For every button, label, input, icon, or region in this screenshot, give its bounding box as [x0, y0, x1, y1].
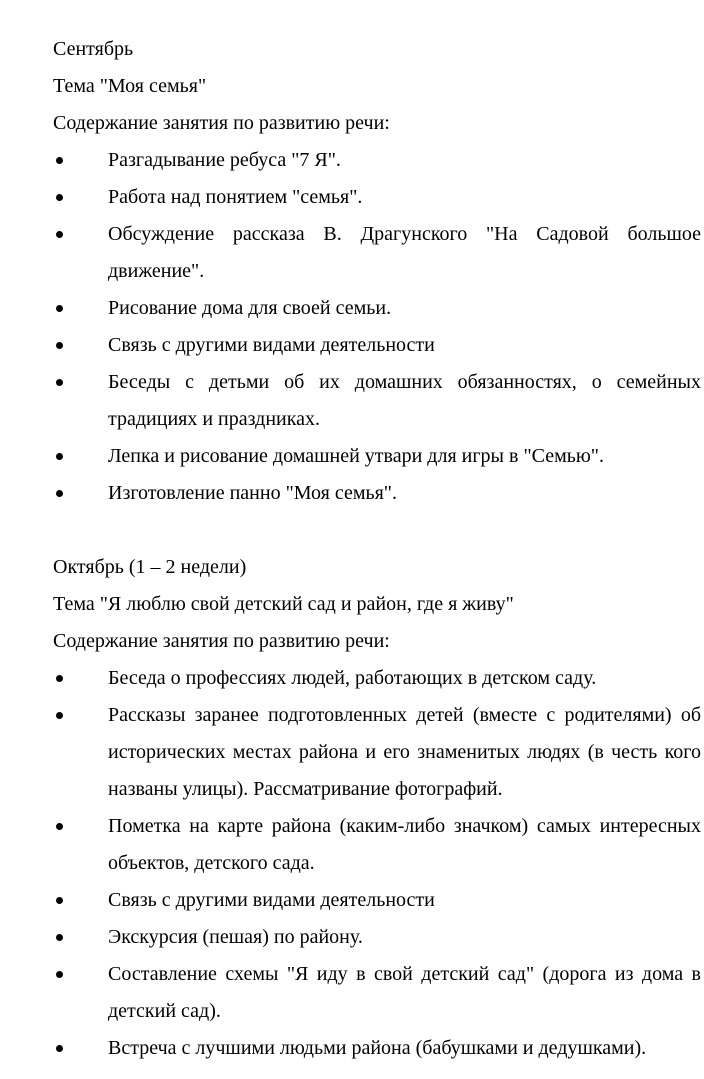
- activity-list: [53, 660, 701, 1067]
- list-item: [53, 697, 701, 808]
- bullet-icon: [56, 971, 63, 978]
- content-heading: Содержание занятия по развитию речи:: [53, 112, 390, 134]
- list-item: [53, 364, 701, 438]
- list-item: [53, 956, 701, 1030]
- list-item: [53, 438, 701, 475]
- list-item-text: Разгадывание ребуса "7 Я".: [108, 149, 341, 171]
- list-item-text: Работа над понятием "семья".: [108, 186, 363, 208]
- list-item: [53, 290, 701, 327]
- bullet-icon: [56, 897, 63, 904]
- list-item: [53, 475, 701, 512]
- list-item-text: Встреча с лучшими людьми района (бабушками и дедушками).: [108, 1037, 647, 1059]
- list-item: [53, 808, 701, 882]
- bullet-icon: [56, 194, 63, 201]
- section-spacer: [53, 512, 701, 549]
- list-item: [53, 142, 701, 179]
- bullet-icon: [56, 1045, 63, 1052]
- list-item: [53, 216, 701, 290]
- section-month: Сентябрь: [53, 38, 134, 60]
- list-item: [53, 660, 701, 697]
- list-item-text: Составление схемы "Я иду в свой детский сад" (дорога из дома в детский сад).: [108, 963, 701, 1022]
- bullet-icon: [56, 823, 63, 830]
- list-item-text: Пометка на карте района (каким-либо значком) самых интересных объектов, детского сада.: [108, 815, 701, 874]
- list-item-text: Обсуждение рассказа В. Драгунского "На Садовой большое движение".: [108, 223, 701, 282]
- section-topic: Тема "Моя семья": [53, 75, 207, 97]
- list-item: [53, 919, 701, 956]
- bullet-icon: [56, 157, 63, 164]
- content-heading: Содержание занятия по развитию речи:: [53, 630, 390, 652]
- list-item-text: Связь с другими видами деятельности: [108, 889, 435, 911]
- list-item-text: Беседа о профессиях людей, работающих в детском саду.: [108, 667, 597, 689]
- list-item: [53, 327, 701, 364]
- list-item-text: Беседы с детьми об их домашних обязанностях, о семейных традициях и праздниках.: [108, 371, 701, 430]
- list-item-text: Рисование дома для своей семьи.: [108, 297, 392, 319]
- document-page: [53, 31, 701, 1067]
- section-month: Октябрь (1 – 2 недели): [53, 556, 247, 578]
- section-topic: Тема "Я люблю свой детский сад и район, где я живу": [53, 593, 514, 615]
- bullet-icon: [56, 453, 63, 460]
- bullet-icon: [56, 934, 63, 941]
- bullet-icon: [56, 342, 63, 349]
- activity-list: [53, 142, 701, 512]
- bullet-icon: [56, 305, 63, 312]
- list-item-text: Связь с другими видами деятельности: [108, 334, 435, 356]
- bullet-icon: [56, 675, 63, 682]
- bullet-icon: [56, 379, 63, 386]
- list-item: [53, 179, 701, 216]
- list-item-text: Лепка и рисование домашней утвари для игры в "Семью".: [108, 445, 604, 467]
- bullet-icon: [56, 231, 63, 238]
- list-item-text: Изготовление панно "Моя семья".: [108, 482, 397, 504]
- list-item: [53, 1030, 701, 1067]
- bullet-icon: [56, 490, 63, 497]
- list-item-text: Рассказы заранее подготовленных детей (вместе с родителями) об исторических местах района и его знаменитых людях (в честь кого названы улицы). Рассматривание фотографий.: [108, 704, 701, 800]
- list-item-text: Экскурсия (пешая) по району.: [108, 926, 363, 948]
- list-item: [53, 882, 701, 919]
- bullet-icon: [56, 712, 63, 719]
